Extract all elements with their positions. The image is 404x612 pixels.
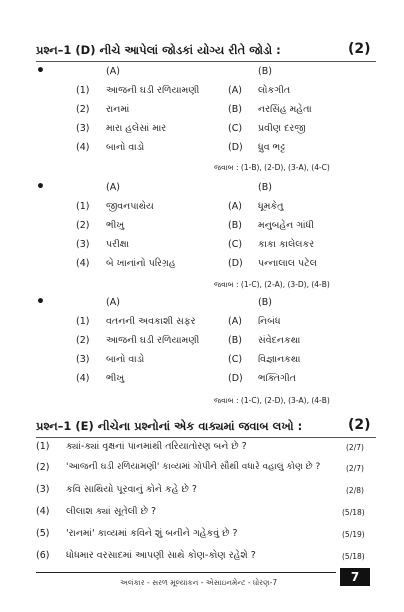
set-3-row-3-num: (3) (76, 354, 90, 365)
question-1-text: ક્યાં-ક્યાં વૃક્ષનાં પાનમાંથી તરિયાતોરણ બને છે ? (66, 441, 247, 452)
section-e-heading: પ્રશ્ન–1 (E) નીચેના પ્રશ્નોનાં એક વાક્યમાં જવાબ લખો : (36, 419, 303, 433)
set-1-row-1-letter: (A) (228, 85, 242, 96)
section-e-marks: (2) (348, 417, 371, 433)
set-1-row-1-a: આજની ઘડી રળિયામણી (106, 85, 200, 96)
footer-text: અલંકાર - સરળ મૂલ્યાંકન - એસાઇનમેન્ટ - ધોરણ-7 (120, 578, 278, 587)
set-3-row-1-a: વતનની અવકાશી સફર (106, 316, 196, 327)
question-2-text: 'આજની ઘડી રળિયામણી' કાવ્યમાં ગોપીને સૌથી વધારે વહાલું કોણ છે ? (66, 462, 321, 472)
set-1-answer: જવાબ : (1-B), (2-D), (3-A), (4-C) (214, 163, 330, 172)
set-3-row-4-b: ભક્તિગીત (258, 373, 296, 384)
set-1-row-2-b: નરસિંહ મહેતા (258, 104, 312, 115)
set-1-row-3-a: મારા હલેસાં માર (106, 123, 167, 134)
question-5-text: 'રાનમાં' કાવ્યમાં કવિને શું બનીને ગહેકવું છે ? (66, 528, 238, 539)
set-2-bullet: • (36, 179, 45, 195)
set-1-row-3-num: (3) (76, 123, 90, 134)
set-3-row-4-num: (4) (76, 373, 90, 384)
set-1-head-a: (A) (106, 66, 120, 77)
set-2-row-3-letter: (C) (228, 239, 243, 250)
set-1-row-4-a: બાનો વાડો (106, 142, 145, 153)
set-1-row-4-b: ધ્રુવ ભટ્ટ (258, 142, 286, 153)
set-2-row-1-a: જીવનપાથેય (106, 201, 154, 212)
set-3-row-1-b: નિબંધ (258, 316, 281, 327)
question-2-ref: (2/7) (346, 464, 364, 473)
set-2-row-1-num: (1) (76, 201, 90, 212)
set-3-row-1-num: (1) (76, 316, 90, 327)
set-1-row-2-num: (2) (76, 104, 90, 115)
set-1-row-3-b: પ્રવીણ દરજી (258, 123, 306, 134)
set-2-row-2-letter: (B) (228, 220, 242, 231)
set-3-row-3-b: વિજ્ઞાનકથા (258, 354, 301, 365)
set-1-row-4-letter: (D) (228, 142, 243, 153)
question-4-text: લીલાશ ક્યાં સૂતેલી છે ? (66, 506, 157, 517)
question-6-num: (6) (36, 550, 50, 561)
set-1-bullet: • (36, 63, 45, 79)
question-3-text: કવિ સાથિયો પૂરવાનું કોને કહે છે ? (66, 484, 197, 495)
question-4-ref: (5/18) (342, 508, 365, 517)
set-1-row-3-letter: (C) (228, 123, 243, 134)
section-d-rule (36, 61, 376, 62)
set-2-row-4-b: પન્નાલાલ પટેલ (258, 258, 317, 269)
set-3-row-3-letter: (C) (228, 354, 243, 365)
set-1-row-2-a: રાનમાં (106, 104, 130, 115)
set-3-row-2-letter: (B) (228, 335, 242, 346)
set-2-row-4-a: બે ખાનાંનો પરિગ્રહ (106, 258, 176, 269)
set-2-row-1-b: ધૂમકેતુ (258, 201, 284, 212)
set-3-row-2-b: સંવેદનકથા (258, 335, 301, 346)
set-1-row-1-b: લોકગીત (258, 85, 291, 96)
set-2-head-a: (A) (106, 182, 120, 193)
set-2-row-2-b: મનુબહેન ગાંધી (258, 220, 314, 231)
set-1-row-2-letter: (B) (228, 104, 242, 115)
set-2-row-4-num: (4) (76, 258, 90, 269)
footer-rule (36, 572, 336, 573)
set-3-row-1-letter: (A) (228, 316, 242, 327)
set-2-head-b: (B) (258, 182, 272, 193)
section-d-heading: પ્રશ્ન–1 (D) નીચે આપેલાં જોડકાં યોગ્ય રીતે જોડો : (36, 43, 281, 57)
set-3-bullet: • (36, 294, 45, 310)
set-2-row-1-letter: (A) (228, 201, 242, 212)
set-3-head-a: (A) (106, 297, 120, 308)
set-1-head-b: (B) (258, 66, 272, 77)
set-1-row-1-num: (1) (76, 85, 90, 96)
question-1-ref: (2/7) (346, 443, 364, 452)
section-e-rule (36, 437, 376, 438)
set-2-row-3-num: (3) (76, 239, 90, 250)
question-4-num: (4) (36, 506, 50, 517)
set-2-row-3-a: પરીક્ષા (106, 239, 130, 250)
page-number-badge: 7 (340, 568, 370, 586)
question-6-ref: (5/18) (342, 552, 365, 561)
question-1-num: (1) (36, 441, 50, 452)
set-3-answer: જવાબ : (1-C), (2-D), (3-A), (4-B) (214, 396, 330, 405)
set-2-row-2-num: (2) (76, 220, 90, 231)
question-3-num: (3) (36, 484, 50, 495)
set-3-row-4-letter: (D) (228, 373, 243, 384)
set-1-row-4-num: (4) (76, 142, 90, 153)
question-2-num: (2) (36, 462, 50, 473)
question-5-num: (5) (36, 528, 50, 539)
set-3-row-2-num: (2) (76, 335, 90, 346)
question-5-ref: (5/19) (342, 530, 365, 539)
set-2-row-4-letter: (D) (228, 258, 243, 269)
set-3-row-2-a: આજની ઘડી રળિયામણી (106, 335, 200, 346)
section-d-marks: (2) (348, 41, 371, 57)
set-2-row-3-b: કાકા કાલેલકર (258, 239, 315, 250)
question-6-text: ધોધમાર વરસાદમાં આપણી સાથે કોણ-કોણ રહેશે ? (66, 550, 256, 561)
set-3-row-3-a: બાનો વાડો (106, 354, 145, 365)
set-2-answer: જવાબ : (1-C), (2-A), (3-D), (4-B) (214, 280, 330, 289)
set-3-head-b: (B) (258, 297, 272, 308)
set-3-row-4-a: ભીખુ (106, 373, 125, 384)
question-3-ref: (2/8) (346, 486, 364, 495)
set-2-row-2-a: ભીખુ (106, 220, 125, 231)
